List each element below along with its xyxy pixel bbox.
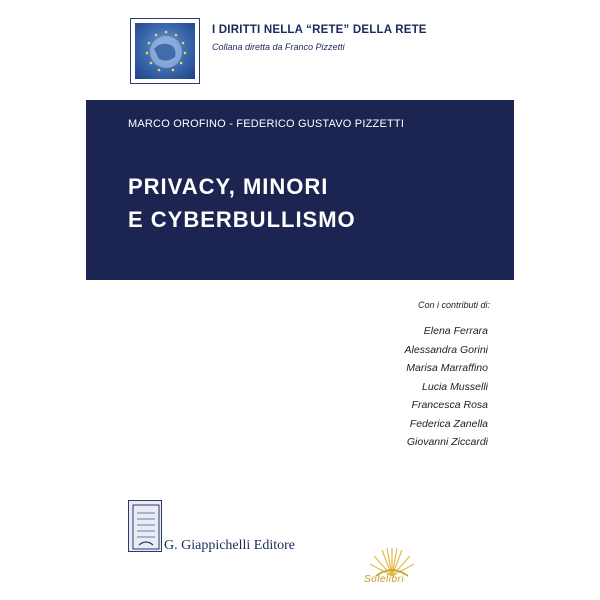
book-title-line2: E CYBERBULLISMO	[128, 207, 356, 232]
book-title-line1: PRIVACY, MINORI	[128, 174, 329, 199]
publisher-name: G. Giappichelli Editore	[164, 538, 296, 553]
contributor-name: Federica Zanella	[409, 417, 488, 430]
contributors-list	[405, 322, 488, 452]
series-editor: Collana diretta da Franco Pizzetti	[212, 42, 345, 52]
contributor-name: Giovanni Ziccardi	[406, 436, 488, 448]
contributor-name: Alessandra Gorini	[404, 343, 488, 356]
contributors-heading: Con i contributi di:	[417, 300, 490, 310]
series-globe-logo	[130, 18, 200, 84]
imprint-name: Solelibri	[364, 574, 405, 585]
contributor-name: Francesca Rosa	[411, 399, 488, 411]
contributor-name: Marisa Marraffino	[406, 362, 488, 374]
contributor-name: Elena Ferrara	[423, 325, 488, 337]
book-authors: MARCO OROFINO - FEDERICO GUSTAVO PIZZETTI	[128, 118, 405, 130]
series-title: I DIRITTI NELLA “RETE” DELLA RETE	[212, 24, 427, 36]
contributor-name: Lucia Musselli	[422, 380, 488, 393]
publisher-logo	[128, 500, 162, 552]
